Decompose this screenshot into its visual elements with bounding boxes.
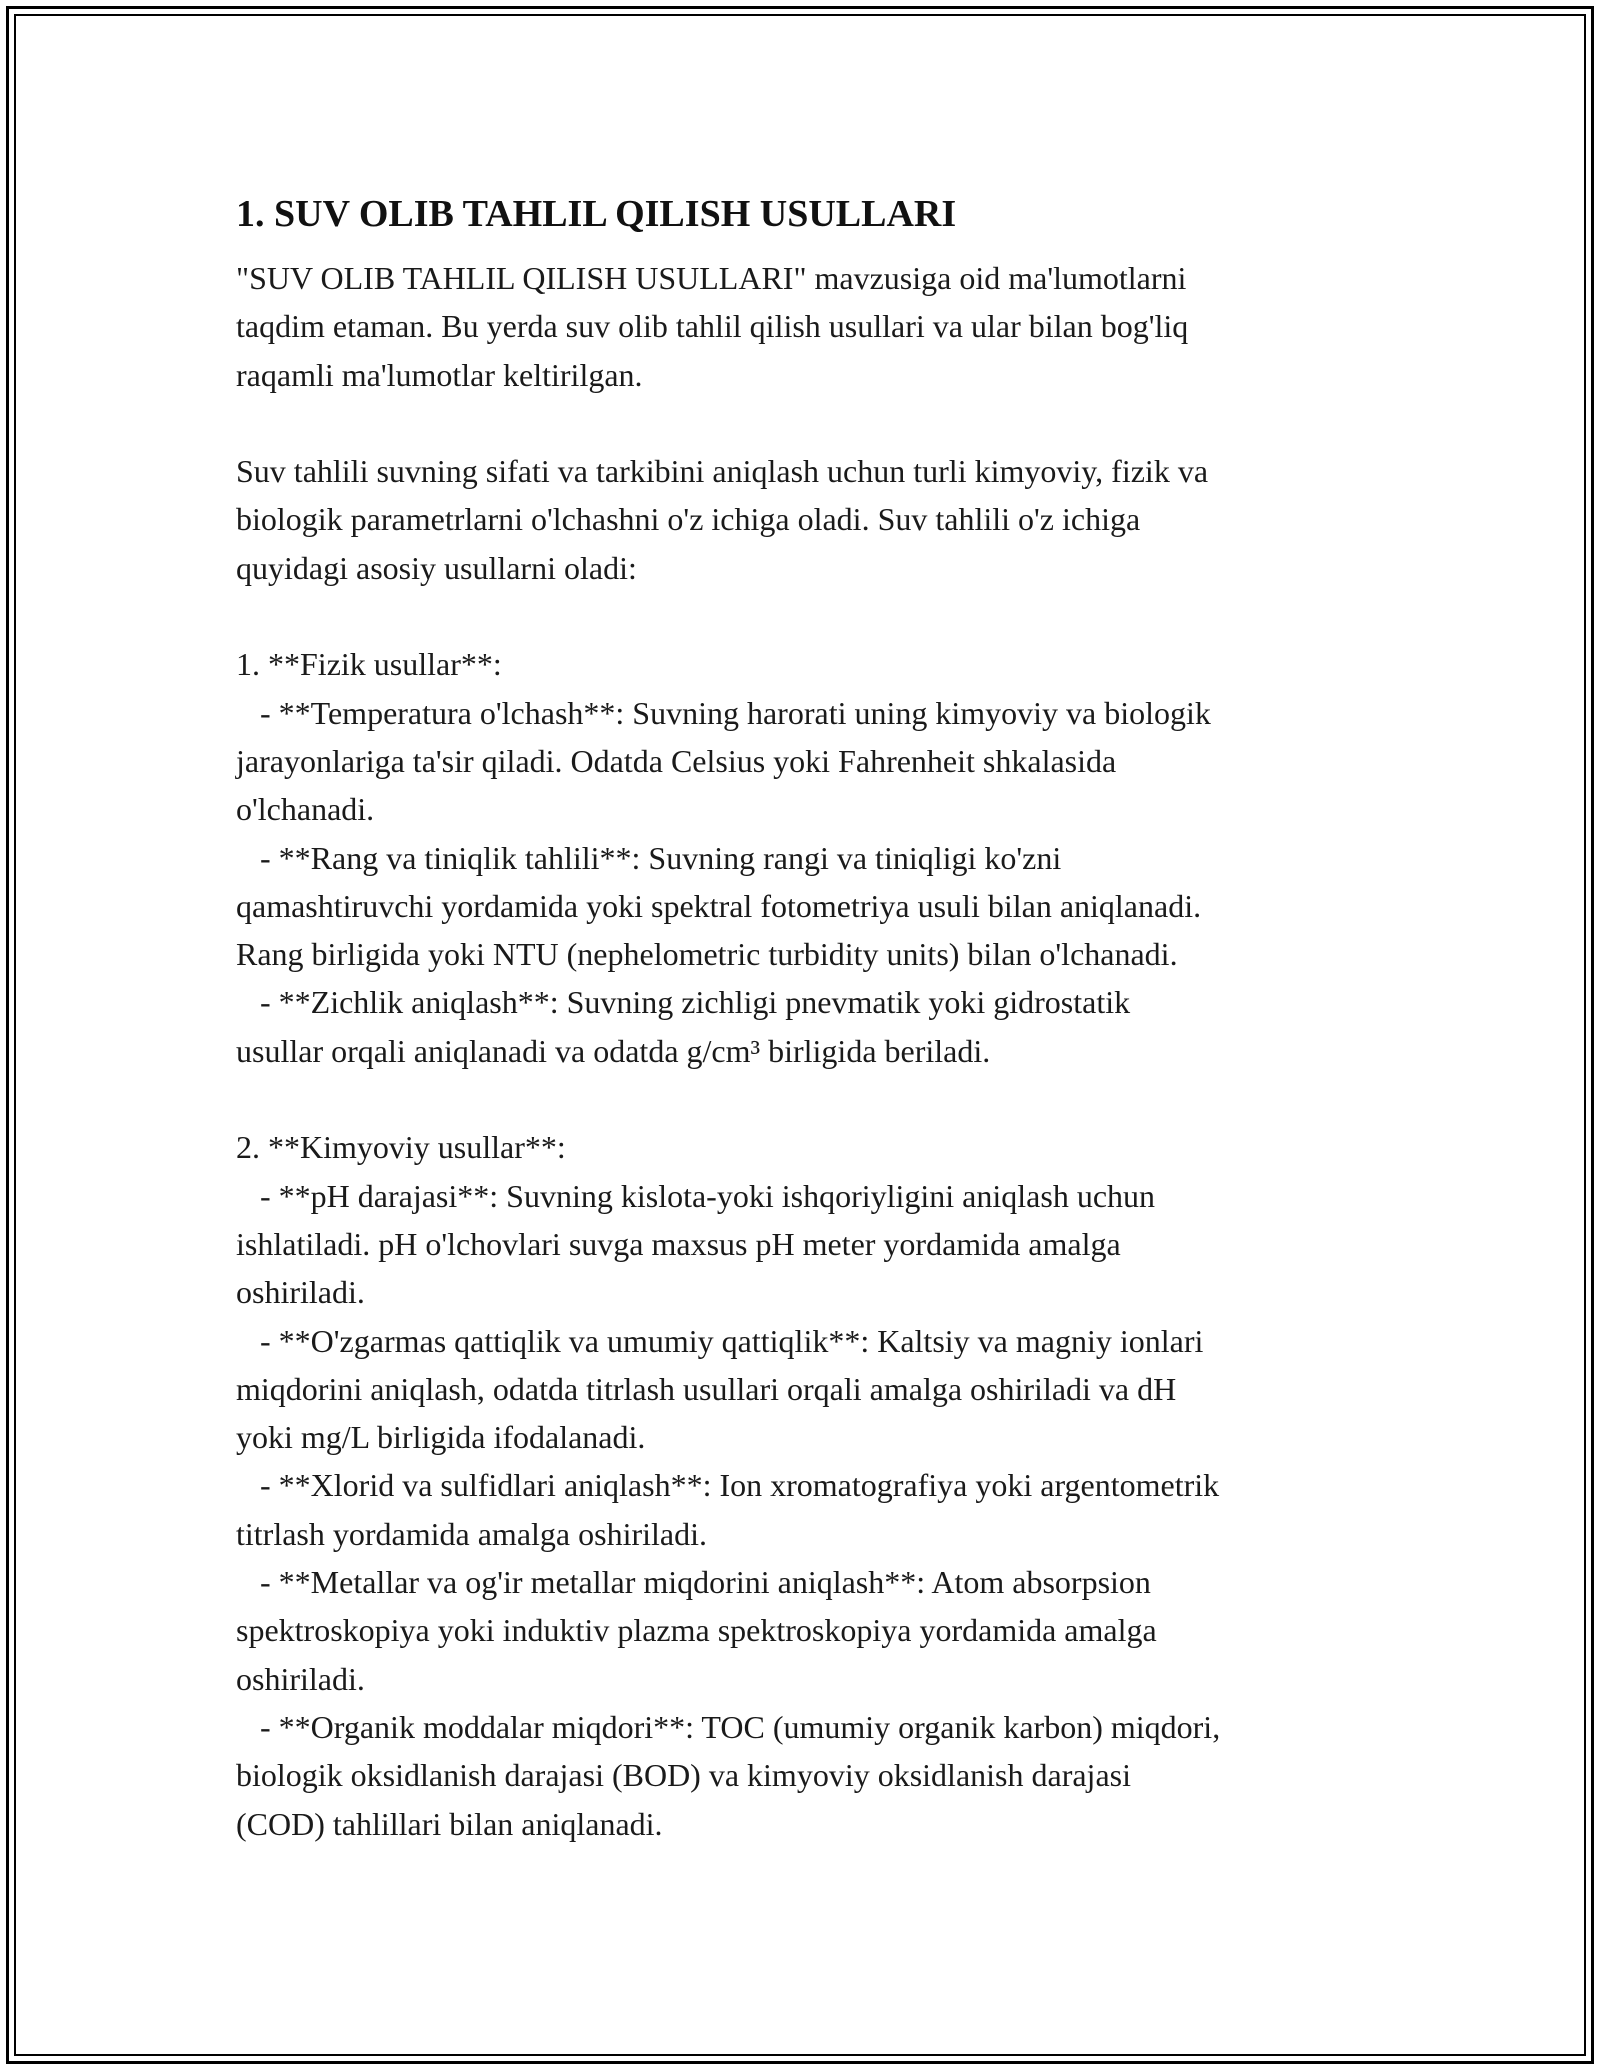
document-content [236, 186, 1376, 1848]
document-title: 1. SUV OLIB TAHLIL QILISH USULLARI [236, 193, 957, 235]
document-body: "SUV OLIB TAHLIL QILISH USULLARI" mavzusiga oid ma'lumotlarni taqdim etaman. Bu yerda suv olib tahlil qilish usullari va ular bilan bog'liq raqamli ma'lumotlar keltirilgan. Suv tahlili suvning sifati va tarkibini aniqlash uchun turli kimyoviy, fizik va biologik parametrlarni o'lchashni o'z ichiga oladi. Suv tahlili o'z ichiga quyidagi asosiy usullarni oladi: 1. **Fizik usullar**: - **Temperatura o'lchash**: Suvning harorati uning kimyoviy va biologik jarayonlariga ta'sir qiladi. Odatda Celsius yoki Fahrenheit shkalasida o'lchanadi. - **Rang va tiniqlik tahlili**: Suvning rangi va tiniqligi ko'zni qamashtiruvchi yordamida yoki spektral fotometriya usuli bilan aniqlanadi. Rang birligida yoki NTU (nephelometric turbidity units) bilan o'lchanadi. - **Zichlik aniqlash**: Suvning zichligi pnevmatik yoki gidrostatik usullar orqali aniqlanadi va odatda g/cm³ birligida beriladi. 2. **Kimyoviy usullar**: - **pH darajasi**: Suvning kislota-yoki ishqoriyligini aniqlash uchun ishlatiladi. pH o'lchovlari suvga maxsus pH meter yordamida amalga oshiriladi. - **O'zgarmas qattiqlik va umumiy qattiqlik**: Kaltsiy va magniy ionlari miqdorini aniqlash, odatda titrlash usullari orqali amalga oshiriladi va dH yoki mg/L birligida ifodalanadi. - **Xlorid va sulfidlari aniqlash**: Ion xromatografiya yoki argentometrik titrlash yordamida amalga oshiriladi. - **Metallar va og'ir metallar miqdorini aniqlash**: Atom absorpsion spektroskopiya yoki induktiv plazma spektroskopiya yordamida amalga oshiriladi. - **Organik moddalar miqdori**: TOC (umumiy organik karbon) miqdori, biologik oksidlanish darajasi (BOD) va kimyoviy oksidlanish darajasi (COD) tahlillari bilan aniqlanadi. [236, 260, 1221, 1842]
